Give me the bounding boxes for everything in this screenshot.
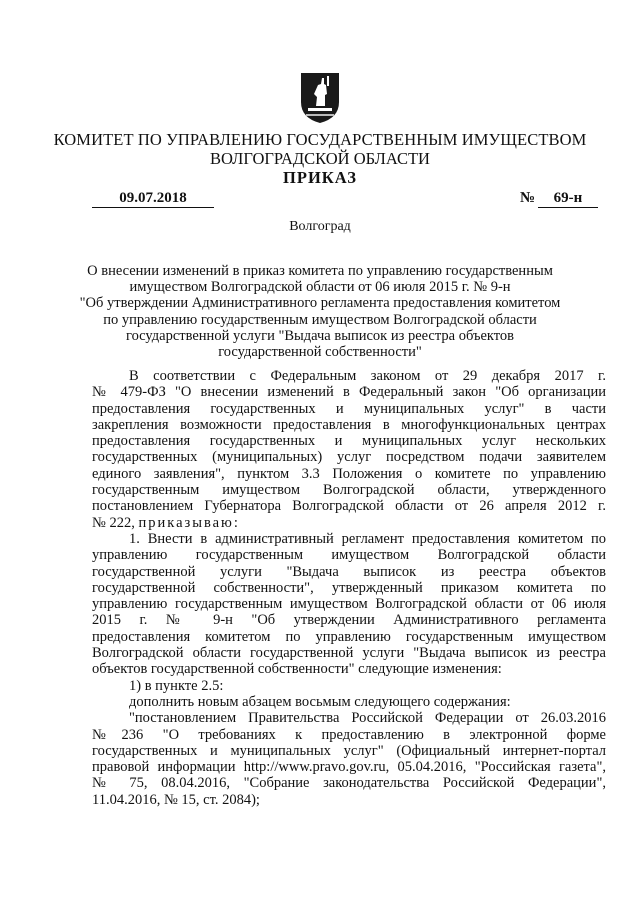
organization-name-line2: ВОЛГОГРАДСКОЙ ОБЛАСТИ (210, 149, 430, 168)
body-line: правовой информации http://www.pravo.gov.ru, 05.04.2016, "Российская газета", (92, 759, 606, 776)
subject-line: государственной услуги "Выдача выписок из реестра объектов (125, 327, 514, 344)
document-number: 69-н (538, 190, 598, 208)
document-body (92, 368, 606, 808)
subject-line: О внесении изменений в приказ комитета по управлению государственным (87, 263, 553, 279)
body-line: управлению государственным имуществом Волгоградской области от 06 июля (92, 596, 606, 613)
body-line: государственных (муниципальных) услуг посредством подачи заявителем (92, 449, 606, 466)
body-line (92, 515, 606, 531)
body-line: предоставления комитетом по управлению государственным имуществом (92, 628, 606, 645)
body-line: государственных и муниципальных услуг" (Официальный интернет-портал (92, 742, 606, 759)
body-line: №236 "О требованиях к предоставлению в электронной форме (92, 726, 606, 743)
city: Волгоград (289, 219, 351, 234)
document-subject (60, 263, 580, 360)
body-line: предоставления государственных и муниципальных услуг нескольких (92, 433, 606, 450)
body-line: 1) в пункте 2.5: (129, 677, 224, 694)
subject-line: государственной собственности" (218, 344, 422, 361)
body-line: предоставления государственных и муниципальных услуг" в части (92, 400, 606, 417)
document-type: ПРИКАЗ (283, 168, 357, 187)
subject-line: по управлению государственным имуществом Волгоградской области (103, 311, 537, 328)
subject-line: "Об утверждении Административного регламента предоставления комитетом (79, 295, 561, 312)
body-line: "постановлением Правительства Российской Федерации от 26.03.2016 (129, 710, 606, 727)
body-line: В соответствии с Федеральным законом от 29 декабря 2017 г. (129, 368, 606, 384)
body-line: государственным имуществом Волгоградской области, утвержденного (92, 482, 606, 499)
order-verb: приказываю: (138, 514, 240, 531)
body-line: 2015 г. № 9-н "Об утверждении Административного регламента (92, 612, 606, 629)
body-line: единого заявления", пунктом 3.3 Положения о комитете по управлению (92, 465, 606, 482)
body-line: государственной собственности", утвержденный приказом комитета по (92, 579, 606, 596)
body-line: 11.04.2016, № 15, ст. 2084); (92, 791, 260, 808)
body-line: управлению государственным имуществом Волгоградской области (92, 547, 606, 564)
body-line: 1. Внести в административный регламент предоставления комитетом по (129, 530, 606, 547)
subject-line: имуществом Волгоградской области от 06 июля 2015 г. № 9-н (129, 279, 511, 296)
body-line-start: № 222, (92, 514, 135, 531)
number-label: № (520, 190, 536, 206)
body-line: № 75, 08.04.2016, "Собрание законодательства Российской Федерации", (92, 775, 606, 792)
body-line: Волгоградской области государственной услуги "Выдача выписок из реестра (92, 645, 606, 662)
organization-name-line1: КОМИТЕТ ПО УПРАВЛЕНИЮ ГОСУДАРСТВЕННЫМ ИМУЩЕСТВОМ (53, 130, 587, 149)
body-line: закрепления возможности предоставления в многофункциональных центрах (92, 416, 606, 433)
body-line: № 479-ФЗ "О внесении изменений в Федеральный закон "Об организации (92, 384, 606, 401)
coat-of-arms-icon (300, 72, 340, 124)
body-line: объектов государственной собственности" следующие изменения: (92, 661, 502, 678)
document-date: 09.07.2018 (92, 190, 214, 208)
body-line: государственной услуги "Выдача выписок из реестра объектов (92, 563, 606, 580)
body-line: постановлением Губернатора Волгоградской области от 26 апреля 2012 г. (92, 498, 606, 515)
body-line: дополнить новым абзацем восьмым следующего содержания: (129, 693, 511, 710)
